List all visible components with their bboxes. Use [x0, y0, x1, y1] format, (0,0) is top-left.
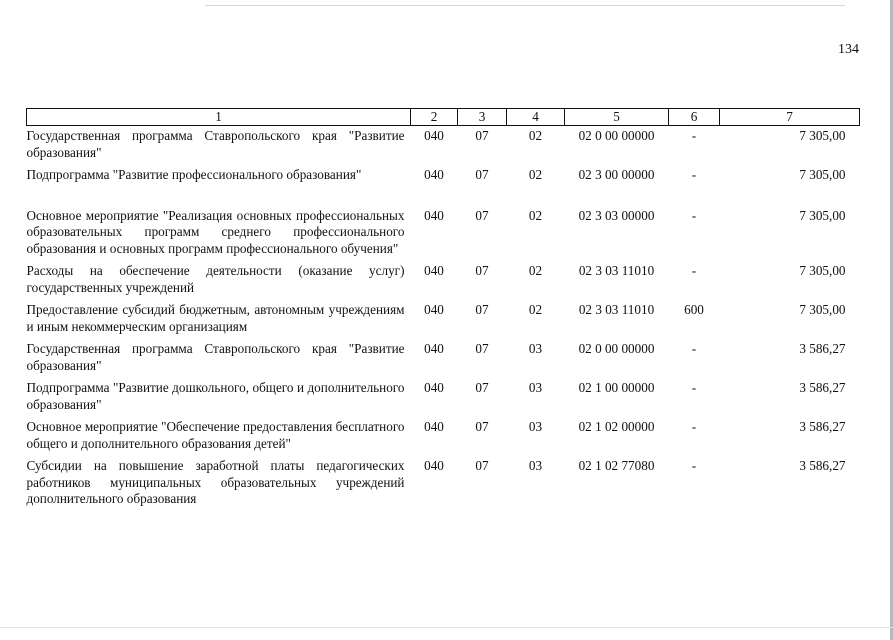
row-amount: 7 305,00	[799, 263, 846, 278]
row-target-code: 02 3 03 00000	[578, 207, 655, 223]
row-target-code: 02 3 03 11010	[578, 263, 655, 278]
row-ministry-code: 040	[424, 380, 444, 395]
row-subsection-code: 02	[528, 167, 543, 182]
column-header-1: 1	[27, 109, 411, 126]
row-ministry-code: 040	[424, 419, 444, 434]
column-number-header-row	[27, 109, 860, 126]
row-ministry-code: 040	[424, 128, 444, 143]
row-ministry-code: 040	[424, 167, 444, 182]
row-subsection-code: 03	[528, 458, 543, 473]
row-target-code: 02 0 00 00000	[578, 341, 655, 356]
row-expense-type: -	[691, 128, 697, 143]
row-ministry-code: 040	[424, 207, 444, 223]
row-subsection-code: 02	[528, 128, 543, 143]
row-amount: 7 305,00	[799, 128, 846, 143]
row-subsection-code: 02	[528, 263, 543, 278]
row-subsection-code: 03	[528, 380, 543, 395]
row-name: Основное мероприятие "Реализация основных профессиональных образовательных программ среднего профессионального образования и основных программ профессионального обучения"	[26, 207, 405, 256]
row-expense-type: -	[691, 380, 697, 395]
row-section-code: 07	[475, 458, 489, 473]
row-ministry-code: 040	[424, 263, 444, 278]
row-name: Субсидии на повышение заработной платы педагогических работников муниципальных образовательных учреждений дополнительного образования	[26, 458, 405, 506]
budget-table	[26, 108, 860, 512]
row-section-code: 07	[475, 341, 489, 356]
row-name: Подпрограмма "Развитие дошкольного, общего и дополнительного образования"	[26, 380, 405, 412]
row-subsection-code: 02	[528, 207, 543, 223]
row-ministry-code: 040	[424, 302, 444, 317]
row-amount: 3 586,27	[799, 380, 846, 395]
row-name: Основное мероприятие "Обеспечение предоставления бесплатного общего и дополнительного образования детей"	[26, 419, 405, 451]
row-expense-type: 600	[684, 302, 704, 317]
row-amount: 7 305,00	[799, 207, 846, 223]
row-amount: 3 586,27	[799, 458, 846, 473]
page-number: 134	[838, 42, 859, 57]
table-row	[27, 206, 860, 262]
row-amount: 3 586,27	[799, 419, 846, 434]
row-target-code: 02 0 00 00000	[578, 128, 655, 143]
table-row	[27, 126, 860, 166]
row-name: Расходы на обеспечение деятельности (оказание услуг) государственных учреждений	[26, 263, 405, 295]
column-header-3: 3	[458, 109, 507, 126]
row-section-code: 07	[475, 207, 489, 223]
row-subsection-code: 03	[528, 419, 543, 434]
row-target-code: 02 3 03 11010	[578, 302, 655, 317]
row-amount: 3 586,27	[799, 341, 846, 356]
scan-artifact-bottom-rule	[0, 627, 893, 628]
row-section-code: 07	[475, 302, 489, 317]
table-row	[27, 417, 860, 456]
table-row	[27, 165, 860, 206]
row-subsection-code: 03	[528, 341, 543, 356]
row-name: Подпрограмма "Развитие профессионального образования"	[26, 167, 362, 182]
row-ministry-code: 040	[424, 341, 444, 356]
row-section-code: 07	[475, 263, 489, 278]
column-header-5: 5	[565, 109, 669, 126]
row-section-code: 07	[475, 419, 489, 434]
table-row	[27, 339, 860, 378]
row-expense-type: -	[691, 167, 697, 182]
row-section-code: 07	[475, 167, 489, 182]
row-expense-type: -	[691, 207, 697, 223]
row-subsection-code: 02	[528, 302, 543, 317]
row-expense-type: -	[691, 263, 697, 278]
row-target-code: 02 1 02 77080	[578, 458, 655, 473]
table-row	[27, 378, 860, 417]
row-target-code: 02 1 00 00000	[578, 380, 655, 395]
row-target-code: 02 3 00 00000	[578, 167, 655, 182]
row-section-code: 07	[475, 380, 489, 395]
row-expense-type: -	[691, 458, 697, 473]
column-header-7: 7	[720, 109, 860, 126]
row-ministry-code: 040	[424, 458, 444, 473]
row-section-code: 07	[475, 128, 489, 143]
column-header-2: 2	[411, 109, 458, 126]
row-name: Государственная программа Ставропольского края "Развитие образования"	[26, 128, 405, 160]
column-header-4: 4	[507, 109, 565, 126]
row-name: Государственная программа Ставропольского края "Развитие образования"	[26, 341, 405, 373]
row-target-code: 02 1 02 00000	[578, 419, 655, 434]
row-amount: 7 305,00	[799, 302, 846, 317]
row-name: Предоставление субсидий бюджетным, автономным учреждениям и иным некоммерческим организациям	[26, 302, 405, 334]
row-expense-type: -	[691, 341, 697, 356]
row-expense-type: -	[691, 419, 697, 434]
row-amount: 7 305,00	[799, 167, 846, 182]
table-row	[27, 261, 860, 300]
table-row	[27, 456, 860, 512]
column-header-6: 6	[669, 109, 720, 126]
table-row	[27, 300, 860, 339]
scan-artifact-top-rule	[205, 5, 845, 6]
